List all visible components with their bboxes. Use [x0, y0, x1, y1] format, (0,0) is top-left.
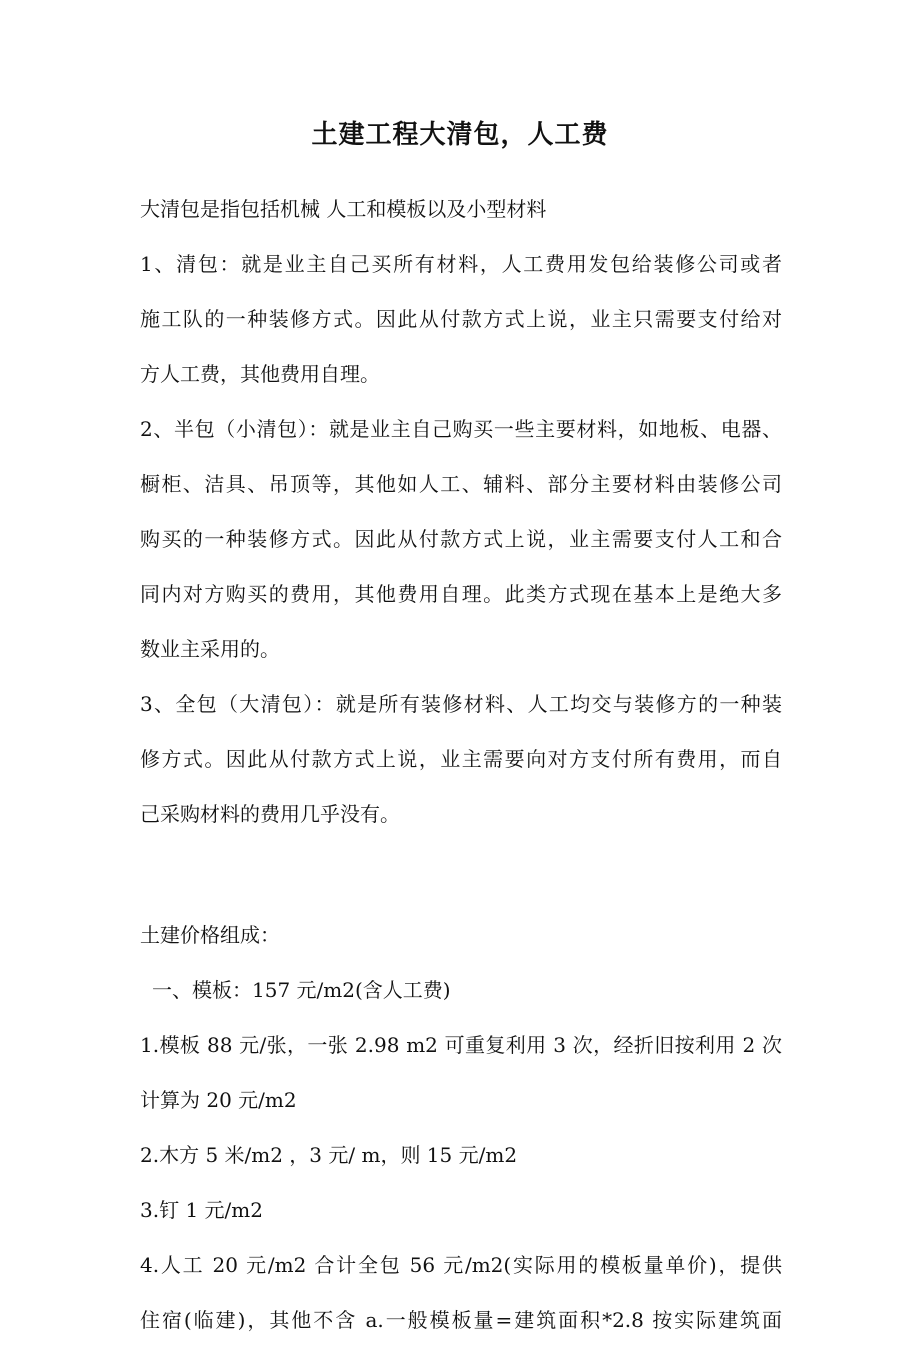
- item-2-half-package: [140, 402, 782, 677]
- text-line: 购买的一种装修方式。因此从付款方式上说，业主需要支付人工和合: [140, 527, 782, 551]
- text-line: 4.人工 20 元/m2 合计全包 56 元/m2(实际用的模板量单价)，提供: [140, 1253, 782, 1277]
- formwork-details: [140, 1018, 782, 1348]
- item-1-clear-package: [140, 237, 782, 402]
- document-title: 土建工程大清包，人工费: [311, 120, 609, 150]
- text-line: 方人工费，其他费用自理。: [140, 362, 380, 386]
- text-line: 2、半包（小清包）：就是业主自己购买一些主要材料，如地板、电器、: [140, 417, 782, 441]
- text-line: 计算为 20 元/m2: [140, 1088, 297, 1112]
- text-line: 3、全包（大清包）：就是所有装修材料、人工均交与装修方的一种装: [140, 692, 782, 716]
- document-body: [140, 182, 782, 1348]
- text-line: 1.模板 88 元/张，一张 2.98 m2 可重复利用 3 次，经折旧按利用 2 次: [140, 1033, 782, 1057]
- text-line: 己采购材料的费用几乎没有。: [140, 802, 400, 826]
- text-line: 1、清包：就是业主自己买所有材料，人工费用发包给装修公司或者: [140, 252, 782, 276]
- text-line: 施工队的一种装修方式。因此从付款方式上说，业主只需要支付给对: [140, 307, 782, 331]
- text-line: 2.木方 5 米/m2 ，3 元/ m，则 15 元/m2: [140, 1143, 518, 1167]
- text-line: 住宿(临建)，其他不含 a.一般模板量=建筑面积*2.8 按实际建筑面: [140, 1308, 782, 1332]
- intro-paragraph: 大清包是指包括机械 人工和模板以及小型材料: [140, 197, 547, 221]
- text-line: 数业主采用的。: [140, 637, 280, 661]
- text-line: 3.钉 1 元/m2: [140, 1198, 263, 1222]
- price-composition-heading: 土建价格组成：: [140, 923, 280, 947]
- text-line: 橱柜、洁具、吊顶等，其他如人工、辅料、部分主要材料由装修公司: [140, 472, 782, 496]
- formwork-section-heading: 一、模板：157 元/m2(含人工费): [152, 978, 451, 1002]
- text-line: 同内对方购买的费用，其他费用自理。此类方式现在基本上是绝大多: [140, 582, 782, 606]
- text-line: 修方式。因此从付款方式上说，业主需要向对方支付所有费用，而自: [140, 747, 782, 771]
- item-3-full-package: [140, 677, 782, 842]
- paragraph-gap: [140, 842, 782, 918]
